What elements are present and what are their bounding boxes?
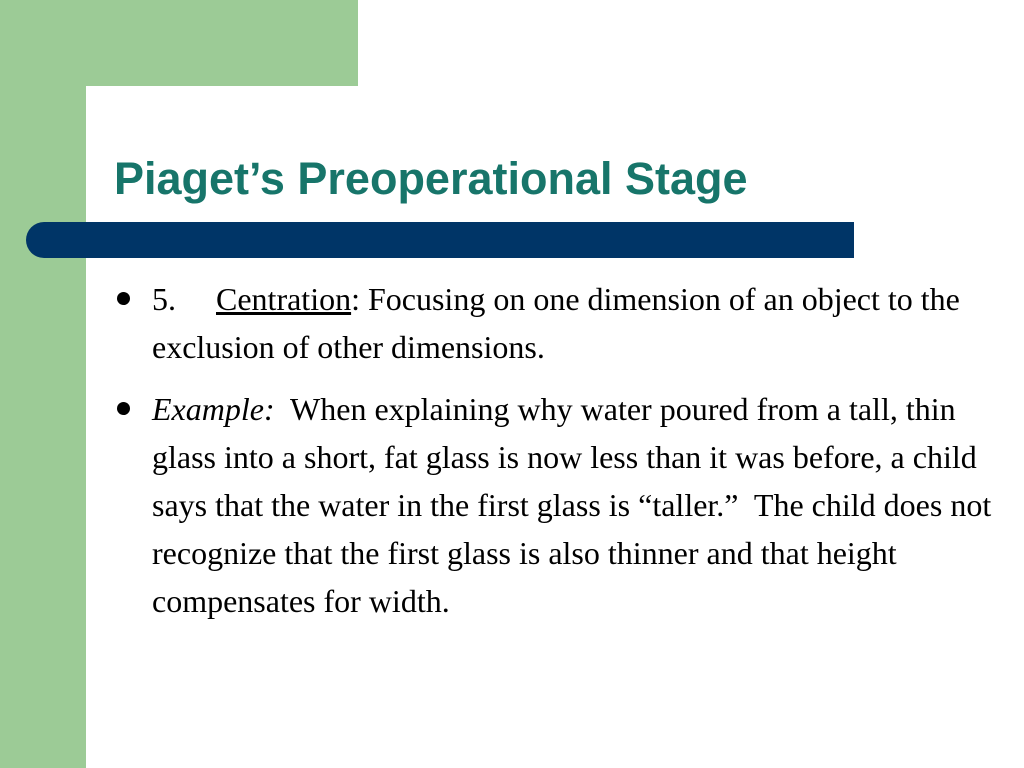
bullet-item-centration: [114, 275, 994, 371]
slide-title: Piaget’s Preoperational Stage: [114, 153, 748, 204]
bullet-text: [152, 275, 994, 371]
example-label: Example:: [152, 391, 275, 427]
bullet-item-example: [114, 385, 1000, 625]
bullet-list: [114, 275, 1000, 639]
centration-definition: : Focusing on one dimension of an object to the exclusion of other dimensions.: [152, 281, 960, 365]
term-centration: Centration: [216, 281, 352, 317]
green-accent-top: [0, 0, 358, 86]
title-underline-bar: [26, 222, 854, 258]
green-accent-left: [0, 0, 86, 768]
bullet-dot-icon: [117, 292, 130, 305]
bullet-number: 5.: [152, 281, 176, 317]
example-text: When explaining why water poured from a tall, thin glass into a short, fat glass is now less than it was before, a child says that the water in the first glass is “taller.” The child does not recognize that the first glass is also thinner and that height compensates for width.: [152, 391, 1000, 619]
bullet-dot-icon: [117, 402, 130, 415]
bullet-text: [152, 385, 1000, 625]
